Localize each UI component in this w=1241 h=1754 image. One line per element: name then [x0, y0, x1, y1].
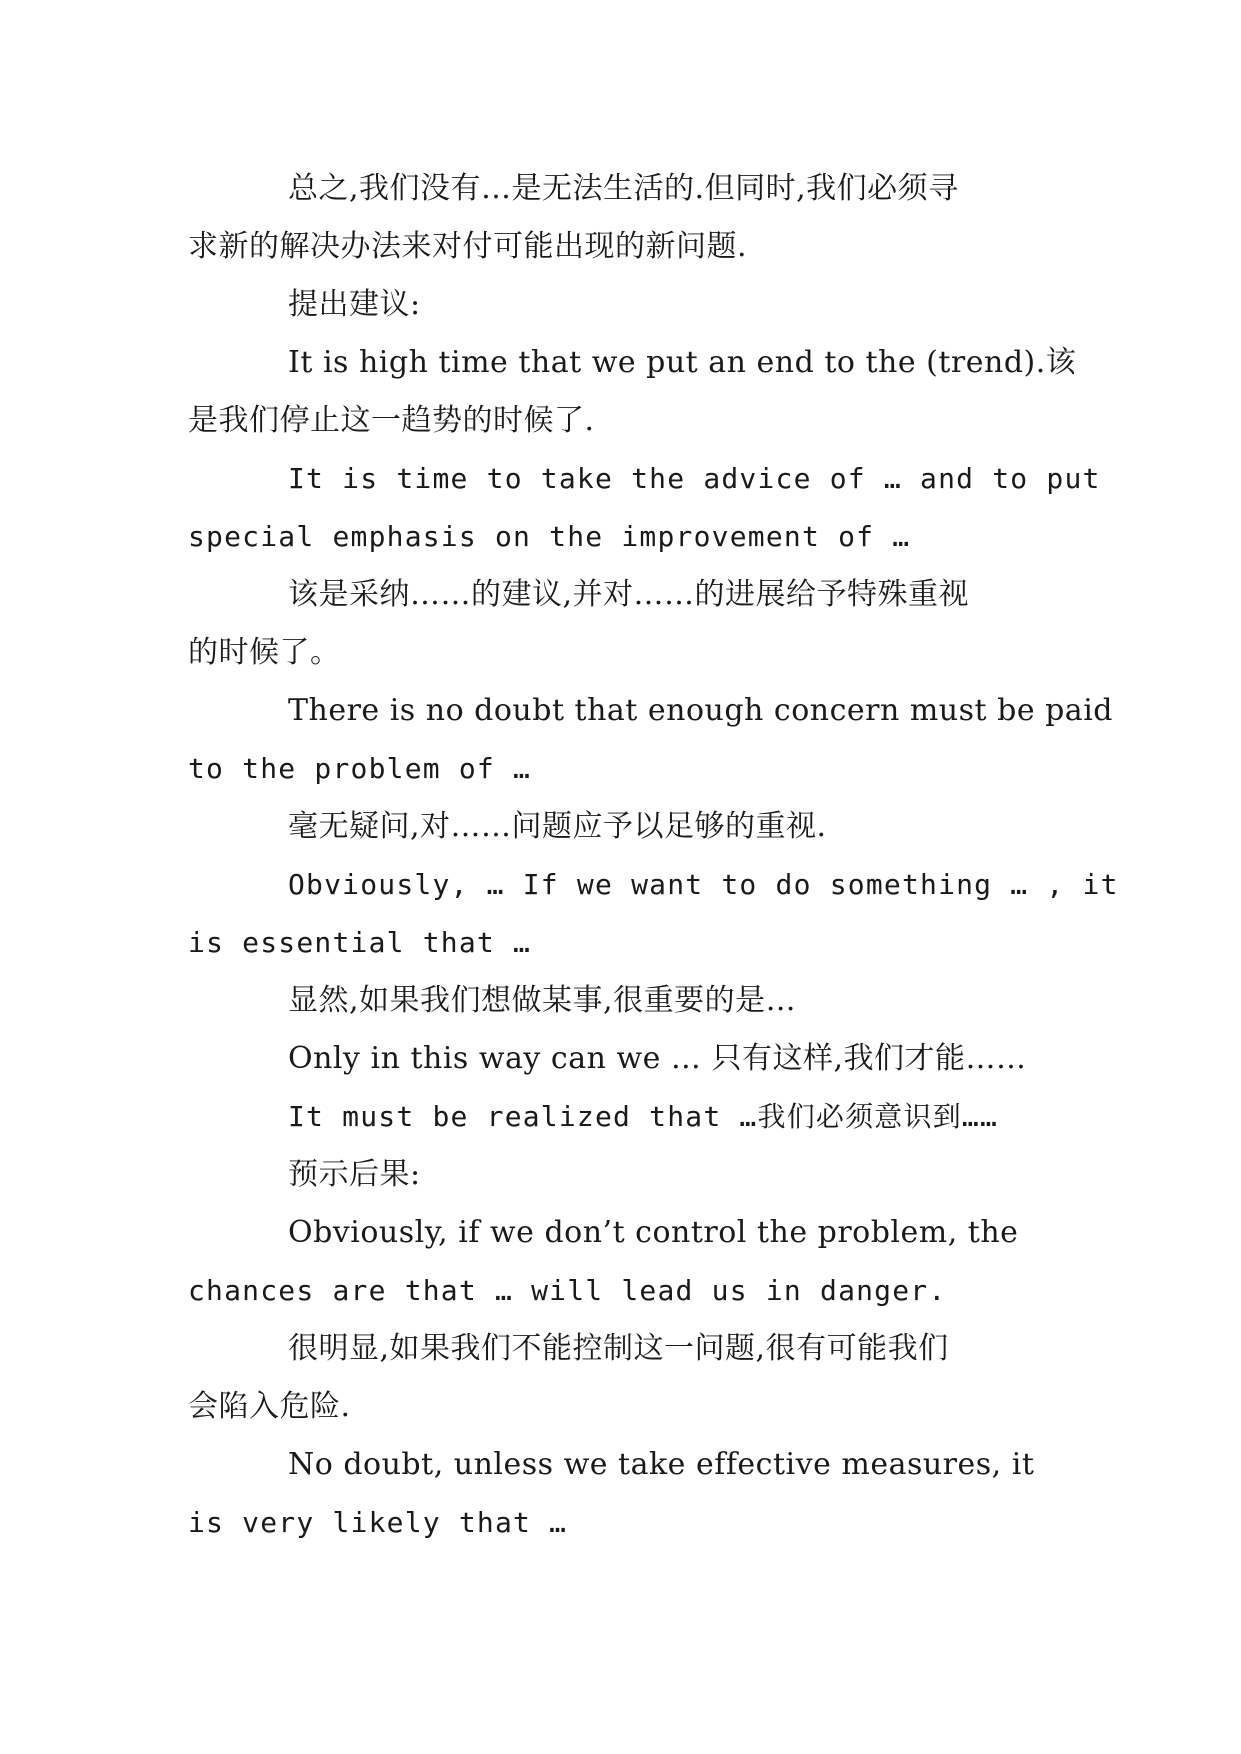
text-line: Obviously, if we don’t control the problem, the [288, 1215, 1019, 1250]
section-heading: 预示后果: [288, 1157, 421, 1192]
section-heading: 提出建议: [288, 287, 421, 322]
text-line: It is time to take the advice of … and to put [288, 462, 1101, 495]
document-body [188, 160, 1119, 1552]
text-line: 毫无疑问,对……问题应予以足够的重视. [288, 809, 827, 844]
text-line: chances are that … will lead us in danger. [188, 1274, 947, 1307]
text-line: It must be realized that …我们必须意识到…… [288, 1100, 999, 1133]
text-line: 求新的解决办法来对付可能出现的新问题. [188, 229, 748, 264]
text-line: No doubt, unless we take effective measures, it [288, 1447, 1035, 1482]
text-line: Obviously, … If we want to do something … , it [288, 868, 1119, 901]
text-line: special emphasis on the improvement of … [188, 520, 911, 553]
text-line: Only in this way can we … 只有这样,我们才能…… [288, 1041, 1027, 1076]
text-line: 会陷入危险. [188, 1389, 351, 1424]
text-line: is very likely that … [188, 1506, 568, 1539]
text-line: to the problem of … [188, 752, 532, 785]
text-line: It is high time that we put an end to the (trend).该 [288, 345, 1077, 380]
text-line: 的时候了。 [188, 635, 341, 670]
text-line: 很明显,如果我们不能控制这一问题,很有可能我们 [288, 1331, 949, 1366]
text-line: 是我们停止这一趋势的时候了. [188, 403, 595, 438]
text-line: 总之,我们没有…是无法生活的.但同时,我们必须寻 [288, 171, 959, 206]
text-line: 该是采纳……的建议,并对……的进展给予特殊重视 [288, 577, 970, 612]
text-line: 显然,如果我们想做某事,很重要的是… [288, 983, 797, 1018]
text-line: There is no doubt that enough concern must be paid [288, 693, 1113, 728]
text-line: is essential that … [188, 926, 532, 959]
